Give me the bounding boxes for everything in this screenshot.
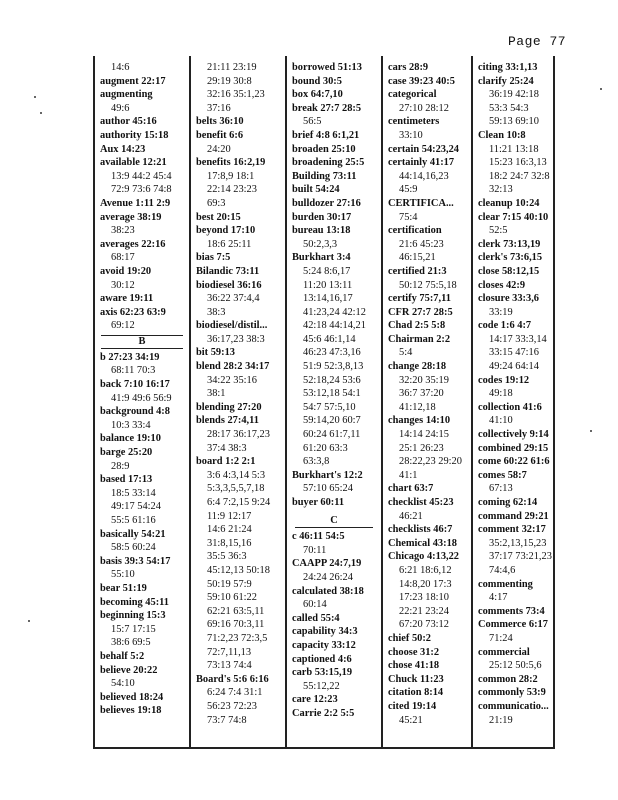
index-page-refs: 25:1 26:23 (399, 442, 444, 454)
index-page-refs: 52:5 (489, 225, 508, 237)
index-entry: Building 73:11 (292, 170, 357, 182)
index-page-refs: 32:13 (489, 184, 513, 196)
index-page-refs: 49:17 54:24 (111, 501, 161, 513)
index-entry: citation 8:14 (388, 687, 444, 699)
index-entry: common 28:2 (478, 673, 538, 685)
index-entry: codes 19:12 (478, 374, 530, 386)
index-entry: Chuck 11:23 (388, 673, 444, 685)
index-page-refs: 50:2,3,3 (303, 238, 338, 250)
index-page-refs: 71:2,23 72:3,5 (207, 632, 268, 644)
index-page-refs: 6:21 18:6,12 (399, 564, 452, 576)
index-page-refs: 31:8,15,16 (207, 537, 252, 549)
index-page-refs: 24:24 26:24 (303, 571, 353, 583)
index-entry: cleanup 10:24 (478, 197, 540, 209)
index-entry: CERTIFICA... (388, 197, 454, 209)
index-entry: box 64:7,10 (292, 89, 343, 101)
index-entry: code 1:6 4:7 (478, 320, 532, 332)
index-entry: carb 53:15,19 (292, 667, 353, 679)
index-entry: checklists 46:7 (388, 524, 453, 536)
index-entry: biodiesel/distil... (196, 320, 268, 332)
index-page-refs: 62:21 63:5,11 (207, 605, 265, 617)
index-column-1 (95, 56, 189, 747)
index-page-refs: 49:24 64:14 (489, 361, 539, 373)
index-page-refs: 18:2 24:7 32:8 (489, 170, 550, 182)
index-page-refs: 36:7 37:20 (399, 388, 444, 400)
index-page-refs: 49:6 (111, 102, 130, 114)
index-page-refs: 73:13 74:4 (207, 660, 252, 672)
index-entry: bit 59:13 (196, 347, 235, 359)
index-page-refs: 74:4,6 (489, 564, 516, 576)
index-entry: Bilandic 73:11 (196, 265, 260, 277)
index-entry: cited 19:14 (388, 700, 437, 712)
index-page-refs: 14:14 24:15 (399, 429, 449, 441)
index-entry: brief 4:8 6:1,21 (292, 129, 360, 141)
index-entry: broaden 25:10 (292, 143, 356, 155)
index-entry: Board's 5:6 6:16 (196, 673, 269, 685)
index-page-refs: 55:12,22 (303, 680, 340, 692)
index-entry: believe 20:22 (100, 664, 158, 676)
index-entry: comes 58:7 (478, 469, 527, 481)
scan-speck (590, 430, 592, 432)
index-entry: augment 22:17 (100, 75, 166, 87)
index-entry: board 1:2 2:1 (196, 456, 256, 468)
index-entry: basis 39:3 54:17 (100, 555, 171, 567)
index-entry: citing 33:1,13 (478, 62, 538, 73)
index-entry: communicatio... (478, 700, 549, 712)
index-entry: change 28:18 (388, 361, 447, 373)
index-page-refs: 35:5 36:3 (207, 551, 247, 563)
index-page-refs: 14:6 21:24 (207, 524, 252, 536)
index-entry: back 7:10 16:17 (100, 379, 170, 391)
index-entry: chart 63:7 (388, 483, 434, 495)
index-page-refs: 69:16 70:3,11 (207, 619, 265, 631)
index-page-refs: 46:21 (399, 510, 423, 522)
index-entry: categorical (388, 89, 437, 101)
index-column-5 (471, 56, 555, 747)
index-entry: care 12:23 (292, 694, 338, 706)
index-page-refs: 46:15,21 (399, 252, 436, 264)
index-page-refs: 22:21 23:24 (399, 605, 449, 617)
index-entry: bureau 13:18 (292, 225, 351, 237)
index-page-refs: 33:15 47:16 (489, 347, 539, 359)
index-page-refs: 33:10 (399, 129, 423, 141)
index-page-refs: 44:14,16,23 (399, 170, 449, 182)
index-page-refs: 45:21 (399, 714, 423, 726)
index-page-refs: 4:17 (489, 592, 508, 604)
index-page-refs: 18:5 33:14 (111, 487, 156, 499)
index-entry: centimeters (388, 116, 440, 128)
index-entry: bias 7:5 (196, 252, 231, 264)
index-entry: break 27:7 28:5 (292, 102, 362, 114)
index-column-4 (381, 56, 471, 747)
index-entry: Chad 2:5 5:8 (388, 320, 446, 332)
index-page-refs: 5:3,3,5,5,7,18 (207, 483, 265, 495)
index-column-2 (189, 56, 285, 747)
index-page-refs: 33:19 (489, 306, 513, 318)
index-page-refs: 59:10 61:22 (207, 592, 257, 604)
index-page-refs: 38:23 (111, 225, 135, 237)
scan-speck (34, 96, 36, 98)
index-entry: behalf 5:2 (100, 650, 145, 662)
index-entry: b 27:23 34:19 (100, 351, 160, 363)
page-number: Page 77 (508, 34, 567, 49)
index-page-refs: 38:3 (207, 306, 226, 318)
index-page-refs: 45:6 46:1,14 (303, 333, 356, 345)
index-entry: Chemical 43:18 (388, 537, 457, 549)
index-entry: benefit 6:6 (196, 129, 244, 141)
index-entry: burden 30:17 (292, 211, 352, 223)
index-entry: Chairman 2:2 (388, 333, 451, 345)
index-entry: Burkhart's 12:2 (292, 469, 363, 481)
index-page-refs: 41:12,18 (399, 401, 436, 413)
index-entry: believes 19:18 (100, 705, 162, 717)
index-page-refs: 37:17 73:21,23 (489, 551, 552, 563)
index-page-refs: 61:20 63:3 (303, 442, 348, 454)
index-page-refs: 29:19 30:8 (207, 75, 252, 87)
index-entry: biodiesel 36:16 (196, 279, 262, 291)
index-entry: augmenting (100, 89, 153, 101)
index-entry: best 20:15 (196, 211, 241, 223)
index-entry: Carrie 2:2 5:5 (292, 707, 355, 719)
index-page-refs: 36:19 42:18 (489, 89, 539, 101)
index-entry: chief 50:2 (388, 632, 431, 644)
index-entry: clerk's 73:6,15 (478, 252, 543, 264)
index-page-refs: 37:16 (207, 102, 231, 114)
index-page-refs: 68:11 70:3 (111, 365, 156, 377)
index-entry: checklist 45:23 (388, 497, 454, 508)
index-page-refs: 17:23 18:10 (399, 592, 449, 604)
index-entry: clerk 73:13,19 (478, 238, 541, 250)
index-entry: aware 19:11 (100, 293, 154, 305)
index-entry: averages 22:16 (100, 238, 166, 250)
index-page-refs: 30:12 (111, 279, 135, 291)
index-entry: commenting (478, 578, 533, 590)
index-page-refs: 15:23 16:3,13 (489, 157, 547, 169)
index-page-refs: 42:18 44:14,21 (303, 320, 366, 332)
index-entry: closure 33:3,6 (478, 293, 539, 305)
index-entry: Avenue 1:11 2:9 (100, 197, 171, 209)
index-page-refs: 60:14 (303, 599, 327, 611)
index-entry: called 55:4 (292, 612, 340, 624)
index-entry: commonly 53:9 (478, 687, 546, 699)
index-page-refs: 52:18,24 53:6 (303, 374, 361, 386)
index-entry: benefits 16:2,19 (196, 157, 266, 169)
index-page-refs: 71:24 (489, 632, 513, 644)
index-page-refs: 56:5 (303, 116, 322, 128)
index-column-3 (285, 56, 381, 747)
index-entry: becoming 45:11 (100, 596, 169, 608)
index-page-refs: 53:12,18 54:1 (303, 388, 361, 400)
index-page-refs: 21:6 45:23 (399, 238, 444, 250)
index-page-refs: 38:6 69:5 (111, 637, 151, 649)
index-page-refs: 28:22,23 29:20 (399, 456, 462, 468)
index-entry: barge 25:20 (100, 447, 153, 459)
index-entry: certify 75:7,11 (388, 293, 451, 305)
index-grid (93, 56, 555, 749)
index-page-refs: 6:4 7:2,15 9:24 (207, 497, 271, 508)
index-page-refs: 49:18 (489, 388, 513, 400)
index-entry: blends 27:4,11 (196, 415, 259, 427)
index-entry: believed 18:24 (100, 691, 164, 703)
scan-speck (600, 88, 602, 90)
index-entry: cars 28:9 (388, 62, 429, 73)
index-page-refs: 14:8,20 17:3 (399, 578, 452, 590)
index-entry: capacity 33:12 (292, 639, 356, 651)
index-page-refs: 50:12 75:5,18 (399, 279, 457, 291)
index-page-refs: 41:9 49:6 56:9 (111, 392, 172, 404)
index-entry: axis 62:23 63:9 (100, 306, 166, 318)
index-entry: certain 54:23,24 (388, 143, 459, 155)
index-page-refs: 5:4 (399, 347, 413, 359)
index-entry: blend 28:2 34:17 (196, 361, 270, 373)
index-entry: c 46:11 54:5 (292, 531, 345, 543)
index-page-refs: 63:3,8 (303, 456, 330, 468)
index-page-refs: 70:11 (303, 544, 327, 556)
index-page-refs: 67:20 73:12 (399, 619, 449, 631)
index-page-refs: 69:3 (207, 197, 226, 209)
index-page-refs: 13:9 44:2 45:4 (111, 170, 172, 182)
index-entry: broadening 25:5 (292, 157, 365, 169)
index-entry: calculated 38:18 (292, 585, 364, 597)
index-page-refs: 14:6 (111, 62, 130, 73)
index-entry: borrowed 51:13 (292, 62, 362, 73)
index-entry: come 60:22 61:6 (478, 456, 550, 468)
index-entry: avoid 19:20 (100, 265, 152, 277)
index-page-refs: 11:20 13:11 (303, 279, 353, 291)
index-page-refs: 24:20 (207, 143, 231, 155)
index-entry: capability 34:3 (292, 626, 358, 638)
index-entry: Burkhart 3:4 (292, 252, 351, 264)
index-page-refs: 11:21 13:18 (489, 143, 539, 155)
index-page-refs: 25:12 50:5,6 (489, 660, 542, 672)
index-page-refs: 15:7 17:15 (111, 623, 156, 635)
index-entry: clarify 25:24 (478, 75, 534, 87)
index-page-refs: 69:12 (111, 320, 135, 332)
index-entry: coming 62:14 (478, 497, 538, 508)
index-entry: captioned 4:6 (292, 653, 352, 665)
index-entry: based 17:13 (100, 474, 153, 486)
index-entry: average 38:19 (100, 211, 162, 223)
index-entry: buyer 60:11 (292, 497, 345, 508)
index-entry: combined 29:15 (478, 442, 549, 454)
index-entry: choose 31:2 (388, 646, 440, 658)
index-page-refs: 59:13 69:10 (489, 116, 539, 128)
index-page-refs: 37:4 38:3 (207, 442, 247, 454)
index-page-refs: 41:1 (399, 469, 418, 481)
index-page-refs: 41:10 (489, 415, 513, 427)
index-entry: chose 41:18 (388, 660, 440, 672)
index-entry: beyond 17:10 (196, 225, 256, 237)
index-page-refs: 11:9 12:17 (207, 510, 252, 522)
index-entry: certified 21:3 (388, 265, 447, 277)
index-entry: CAAPP 24:7,19 (292, 558, 362, 570)
index-entry: authority 15:18 (100, 129, 169, 141)
index-page-refs: 55:5 61:16 (111, 515, 156, 526)
index-entry: certification (388, 225, 442, 237)
index-page-refs: 38:1 (207, 388, 226, 400)
index-entry: clear 7:15 40:10 (478, 211, 549, 223)
index-entry: CFR 27:7 28:5 (388, 306, 453, 318)
index-page-refs: 54:7 57:5,10 (303, 401, 356, 413)
index-page-refs: 56:23 72:23 (207, 700, 257, 712)
index-page-refs: 28:9 (111, 460, 130, 472)
index-page-refs: 57:10 65:24 (303, 483, 353, 495)
index-page-refs: 68:17 (111, 252, 135, 264)
index-entry: closes 42:9 (478, 279, 526, 291)
index-entry: basically 54:21 (100, 528, 166, 540)
index-page-refs: 21:19 (489, 714, 513, 726)
index-page-refs: 54:10 (111, 678, 135, 690)
index-entry: bear 51:19 (100, 582, 147, 594)
index-page-refs: 27:10 28:12 (399, 102, 449, 114)
index-entry: bulldozer 27:16 (292, 197, 361, 209)
index-entry: certainly 41:17 (388, 157, 455, 169)
section-letter-header: B (101, 335, 183, 349)
index-entry: bound 30:5 (292, 75, 342, 87)
index-entry: collection 41:6 (478, 401, 542, 413)
index-page-refs: 55:10 (111, 569, 135, 581)
index-page-refs: 3:6 4:3,14 5:3 (207, 469, 266, 481)
index-entry: available 12:21 (100, 157, 167, 169)
index-page-refs: 32:20 35:19 (399, 374, 449, 386)
index-entry: comment 32:17 (478, 524, 546, 536)
index-page-refs: 18:6 25:11 (207, 238, 252, 250)
index-page-refs: 14:17 33:3,14 (489, 333, 547, 345)
index-page-refs: 72:9 73:6 74:8 (111, 184, 172, 196)
index-entry: built 54:24 (292, 184, 340, 196)
index-entry: balance 19:10 (100, 433, 161, 445)
index-page-refs: 36:17,23 38:3 (207, 333, 265, 345)
index-page-refs: 21:11 23:19 (207, 62, 257, 73)
index-page-refs: 45:9 (399, 184, 418, 196)
index-page-refs: 60:24 61:7,11 (303, 429, 361, 441)
index-page-refs: 10:3 33:4 (111, 419, 151, 431)
index-page-refs: 75:4 (399, 211, 418, 223)
index-entry: changes 14:10 (388, 415, 451, 427)
index-entry: Clean 10:8 (478, 129, 526, 141)
index-page-refs: 51:9 52:3,8,13 (303, 361, 364, 373)
index-entry: belts 36:10 (196, 116, 244, 128)
index-page-refs: 53:3 54:3 (489, 102, 529, 114)
index-page-refs: 34:22 35:16 (207, 374, 257, 386)
index-entry: beginning 15:3 (100, 610, 166, 622)
index-entry: comments 73:4 (478, 605, 545, 617)
index-entry: background 4:8 (100, 406, 170, 418)
index-entry: case 39:23 40:5 (388, 75, 455, 87)
index-entry: collectively 9:14 (478, 429, 549, 441)
index-page-refs: 41:23,24 42:12 (303, 306, 366, 318)
index-page-refs: 32:16 35:1,23 (207, 89, 265, 101)
section-letter-header: C (295, 514, 373, 529)
index-page-refs: 50:19 57:9 (207, 578, 252, 590)
index-entry: Chicago 4:13,22 (388, 551, 459, 563)
index-page-refs: 59:14,20 60:7 (303, 415, 361, 427)
index-page-refs: 73:7 74:8 (207, 714, 247, 726)
index-page-refs: 58:5 60:24 (111, 542, 156, 554)
index-page-refs: 45:12,13 50:18 (207, 564, 270, 576)
index-entry: Aux 14:23 (100, 143, 146, 155)
index-entry: blending 27:20 (196, 401, 262, 413)
scan-speck (28, 620, 30, 622)
scan-speck (40, 112, 42, 114)
index-page-refs: 13:14,16,17 (303, 293, 353, 305)
index-entry: Commerce 6:17 (478, 619, 548, 631)
index-page-refs: 35:2,13,15,23 (489, 537, 547, 549)
index-entry: author 45:16 (100, 116, 157, 128)
index-page-refs: 28:17 36:17,23 (207, 429, 270, 441)
index-page-refs: 6:24 7:4 31:1 (207, 687, 263, 699)
index-page-refs: 36:22 37:4,4 (207, 293, 260, 305)
index-page-refs: 67:13 (489, 483, 513, 495)
index-entry: close 58:12,15 (478, 265, 540, 277)
index-entry: command 29:21 (478, 510, 549, 522)
index-page-refs: 46:23 47:3,16 (303, 347, 361, 359)
index-page-refs: 17:8,9 18:1 (207, 170, 255, 182)
index-page-refs: 22:14 23:23 (207, 184, 257, 196)
index-page-refs: 72:7,11,13 (207, 646, 252, 658)
index-page-refs: 5:24 8:6,17 (303, 265, 351, 277)
index-entry: commercial (478, 646, 530, 658)
